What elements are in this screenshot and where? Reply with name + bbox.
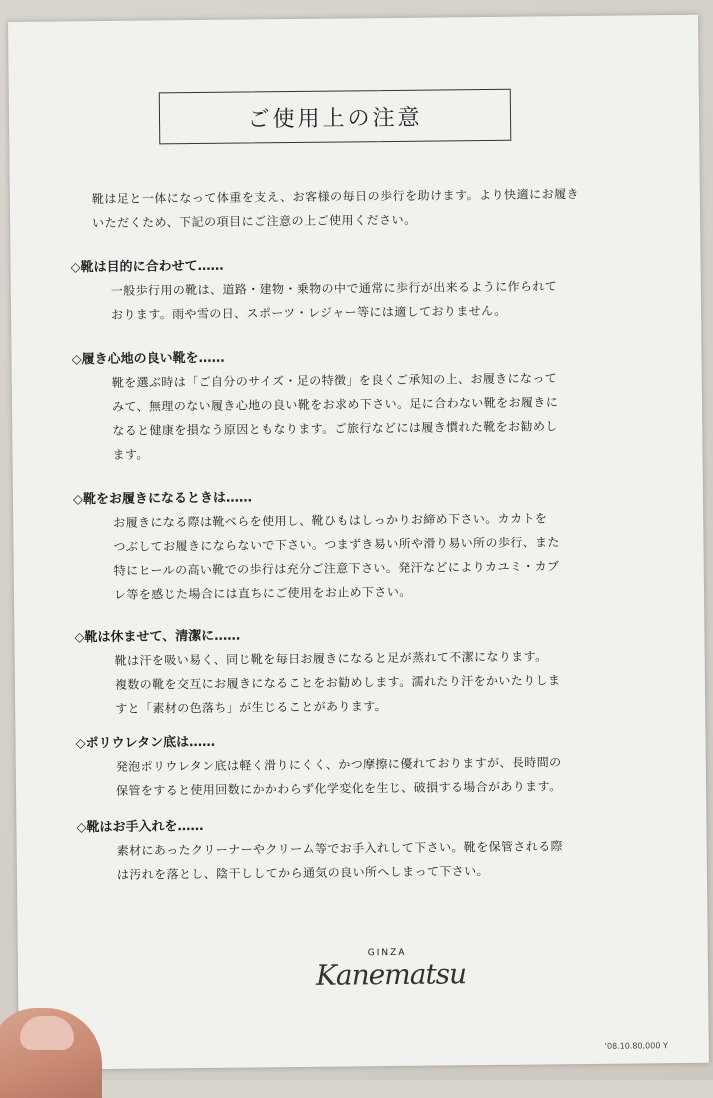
- section-body: [71, 274, 611, 328]
- section-body: [75, 644, 616, 722]
- brand-ginza: GINZA: [367, 947, 407, 959]
- section-comfort: [71, 344, 612, 468]
- section-line: レ等を感じた場合には直ちにご使用をお止め下さい。: [113, 584, 412, 602]
- section-purpose: [70, 252, 611, 328]
- section-heading: ◇ポリウレタン底は……: [75, 734, 216, 752]
- section-line: つぶしてお履きにならないで下さい。つまずき易い所や滑り易い所の歩行、また: [113, 535, 560, 554]
- section-rest-clean: [74, 622, 615, 722]
- section-heading: ◇靴は目的に合わせて……: [70, 258, 224, 276]
- section-line: おります。雨や雪の日、スポーツ・レジャー等には適しておりません。: [110, 303, 507, 322]
- section-body: [72, 366, 613, 468]
- section-line: 特にヒールの高い靴での歩行は充分ご注意下さい。発汗などによりカユミ・カブ: [113, 559, 560, 578]
- section-line: は汚れを落とし、陰干ししてから通気の良い所へしまって下さい。: [116, 864, 490, 882]
- section-line: 発泡ポリウレタン底は軽く滑りにくく、かつ摩擦に優れておりますが、長時間の: [115, 755, 562, 774]
- section-line: 靴を選ぶ時は「ご自分のサイズ・足の特徴」を良くご承知の上、お履きになって: [111, 371, 558, 390]
- section-body: [77, 834, 617, 888]
- section-polyurethane: [75, 728, 616, 804]
- section-line: なると健康を損なう原因ともなります。ご旅行などには履き慣れた靴をお勧めし: [112, 419, 558, 438]
- section-heading: ◇靴は休ませて、清潔に……: [74, 628, 241, 646]
- section-wearing: [73, 484, 614, 608]
- section-line: 靴は汗を吸い易く、同じ靴を毎日お履きになると足が蒸れて不潔になります。: [114, 649, 548, 668]
- section-line: ます。: [112, 447, 149, 462]
- page-title: ご使用上の注意: [159, 89, 512, 145]
- section-line: 保管をすると使用回数にかかわらず化学変化を生じ、破損する場合があります。: [115, 779, 562, 798]
- section-heading: ◇履き心地の良い靴を……: [71, 350, 225, 368]
- intro-line: いただくため、下記の項目にご注意の上ご使用ください。: [92, 212, 417, 231]
- section-body: [73, 506, 614, 608]
- section-line: 複数の靴を交互にお履きになることをお勧めします。濡れたり汗をかいたりしま: [114, 673, 561, 692]
- section-line: お履きになる際は靴べらを使用し、靴ひもはしっかりお締め下さい。カカトを: [113, 511, 548, 530]
- section-care: [76, 812, 617, 888]
- instruction-sheet: [8, 15, 709, 1070]
- intro-paragraph: [92, 182, 592, 235]
- section-line: すと「素材の色落ち」が生じることがあります。: [115, 699, 388, 716]
- section-body: [76, 750, 616, 804]
- brand-script: Kanematsu: [315, 957, 467, 992]
- intro-line: 靴は足と一体になって体重を支え、お客様の毎日の歩行を助けます。より快適にお履き: [91, 187, 580, 207]
- thumbnail-nail: [20, 1016, 74, 1050]
- section-heading: ◇靴はお手入れを……: [76, 818, 204, 836]
- section-heading: ◇靴をお履きになるときは……: [72, 490, 253, 508]
- print-code: '08.10.80,000 Y: [604, 1041, 668, 1051]
- section-line: みて、無理のない履き心地の良い靴をお求め下さい。足に合わない靴をお履きに: [111, 395, 559, 414]
- brand-logo: [315, 947, 467, 1018]
- section-line: 素材にあったクリーナーやクリーム等でお手入れして下さい。靴を保管される際: [116, 839, 564, 858]
- section-line: 一般歩行用の靴は、道路・建物・乗物の中で通常に歩行が出来るように作られて: [110, 279, 558, 298]
